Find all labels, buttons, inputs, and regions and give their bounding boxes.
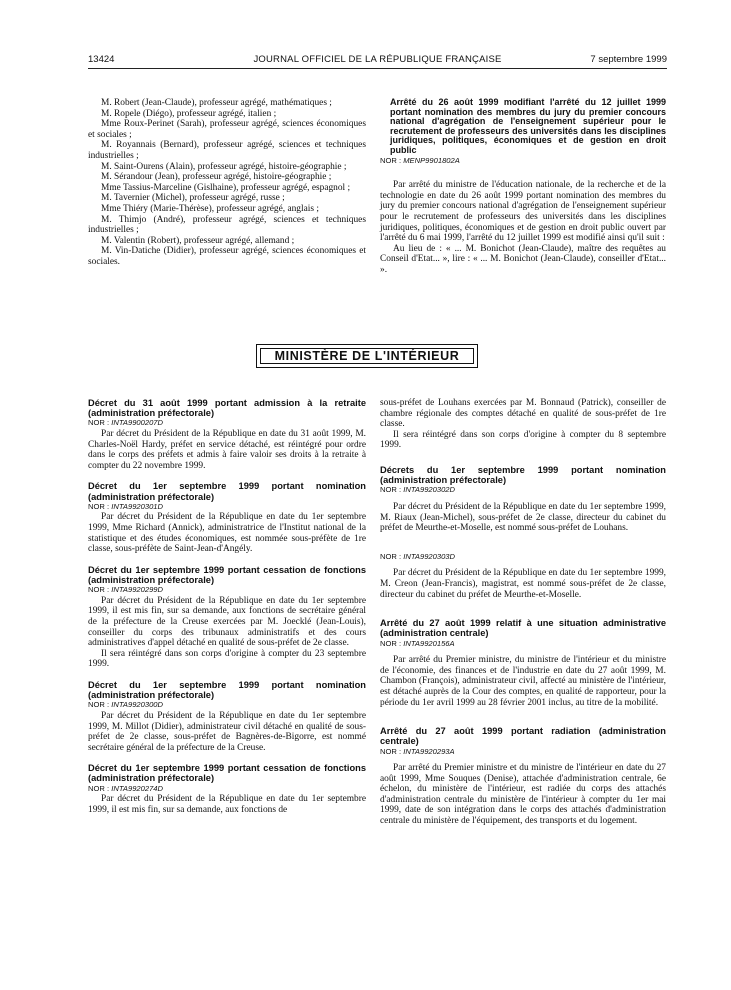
section-title: Arrêté du 27 août 1999 portant radiation (administration centrale) — [380, 726, 666, 747]
paragraph: Par décret du Président de la République en date du 1er septembre 1999, il est mis fin, sur sa demande, aux fonctions de secrétaire général de la préfecture de la Creuse exercées par M. Joecklé (Jean-Louis), conseiller du corps des tribunaux administratifs et des cours administratives d'appel détaché en qualité de sous-préfet de 2e classe. — [88, 595, 366, 649]
paragraph: Par décret du Président de la République en date du 1er septembre 1999, M. Riaux (Jean-Michel), sous-préfet de 2e classe, directeur du cabinet du préfet de Meurthe-et-Moselle, est nommé sous-préfet de Louhans. — [380, 501, 666, 534]
left-column — [88, 398, 366, 815]
ministry-heading-box — [256, 344, 478, 368]
nor-reference: NOR : INTA9920156A — [380, 638, 455, 648]
nor-reference: NOR : INTA9900207D — [88, 418, 164, 428]
journal-title: JOURNAL OFFICIEL DE LA RÉPUBLIQUE FRANÇAISE — [253, 54, 502, 65]
section-title: Décret du 1er septembre 1999 portant cessation de fonctions (administration préfectorale) — [88, 564, 366, 585]
nor-reference: NOR : INTA9920293A — [380, 746, 455, 756]
list-item: M. Robert (Jean-Claude), professeur agrégé, mathématiques ; — [101, 98, 332, 108]
list-item: M. Sérandour (Jean), professeur agrégé, histoire-géographie ; — [101, 172, 332, 183]
issue-date: 7 septembre 1999 — [590, 54, 667, 65]
section-title: Décret du 1er septembre 1999 portant cessation de fonctions (administration préfectorale) — [88, 763, 366, 784]
section-title: Décret du 1er septembre 1999 portant nomination (administration préfectorale) — [88, 481, 366, 502]
nor-reference: NOR : INTA9920301D — [88, 501, 164, 511]
arrete-jury-section — [380, 98, 666, 276]
list-item: M. Royannais (Bernard), professeur agrégé, sciences et techniques industrielles ; — [88, 140, 366, 161]
list-item: Mme Roux-Perinet (Sarah), professeur agrégé, sciences économiques et sociales ; — [88, 119, 366, 140]
ministry-heading: MINISTÈRE DE L'INTÉRIEUR — [260, 348, 474, 364]
list-item: M. Vin-Datiche (Didier), professeur agrégé, sciences économiques et sociales. — [88, 246, 366, 267]
list-item: M. Saint-Ourens (Alain), professeur agrégé, histoire-géographie ; — [101, 161, 347, 172]
list-item: M. Thimjo (André), professeur agrégé, sciences et techniques industrielles ; — [88, 214, 366, 236]
nor-reference: NOR : INTA9920300D — [88, 700, 164, 710]
paragraph: Par décret du Président de la République en date du 31 août 1999, M. Charles-Noël Hardy, préfet en service détaché, est réintégré pour ordre dans le corps des préfets et admis à faire valoir ses droits à la retraite à compter du 22 novembre 1999. — [88, 429, 366, 471]
jury-list — [88, 98, 366, 268]
header-rule — [88, 68, 667, 69]
paragraph: Par décret du Président de la République en date du 1er septembre 1999, il est mis fin, sur sa demande, aux fonctions de — [88, 794, 366, 815]
nor-reference: NOR : MENP9901802A — [380, 155, 460, 165]
page-number: 13424 — [88, 54, 115, 65]
nor-reference: NOR : INTA9920303D — [380, 551, 456, 561]
list-item: M. Ropele (Diégo), professeur agrégé, italien ; — [101, 108, 277, 119]
paragraph: Par décret du Président de la République en date du 1er septembre 1999, M. Millot (Didier), administrateur civil détaché en qualité de sous-préfet de 2e classe, sous-préfet de Bagnères-de-Bigorre, est nommé secrétaire général de la préfecture de la Creuse. — [88, 710, 366, 753]
paragraph: Au lieu de : « ... M. Bonichot (Jean-Claude), maître des requêtes au Conseil d'Etat... », lire : « ... M. Bonichot (Jean-Claude), conseiller d'Etat... ». — [380, 243, 666, 275]
nor-reference: NOR : INTA9920302D — [380, 485, 456, 495]
paragraph: Par décret du Président de la République en date du 1er septembre 1999, M. Creon (Jean-Francis), magistrat, est nommé sous-préfet de 2e classe, directeur du cabinet du préfet de Meurthe-et-Moselle. — [380, 568, 666, 600]
section-title: Décret du 31 août 1999 portant admission à la retraite (administration préfectorale) — [88, 398, 366, 419]
section-title: Décrets du 1er septembre 1999 portant nomination (administration préfectorale) — [380, 464, 666, 486]
section-title: Arrêté du 27 août 1999 relatif à une situation administrative (administration centrale) — [380, 618, 666, 639]
paragraph: Il sera réintégré dans son corps d'origine à compter du 8 septembre 1999. — [380, 429, 666, 451]
list-item: Mme Thiéry (Marie-Thérèse), professeur agrégé, anglais ; — [101, 203, 319, 214]
paragraph: sous-préfet de Louhans exercées par M. Bonnaud (Patrick), conseiller de chambre régionale des comptes détaché en qualité de sous-préfet de 1re classe. — [380, 398, 666, 430]
nor-reference: NOR : INTA9920274D — [88, 783, 164, 793]
paragraph: Par arrêté du Premier ministre, du ministre de l'intérieur et du ministre de l'économie, des finances et de l'industrie en date du 27 août 1999, M. Chambon (François), administrateur civil, affecté au ministère de l'intérieur, est détaché auprès de la Cour des comptes, en qualité de rapporteur, pour la période du 1er avril 1999 au 28 février 2001 inclus, au titre de la mobilité. — [380, 655, 666, 708]
list-item: M. Tavernier (Michel), professeur agrégé, russe ; — [101, 193, 285, 204]
section-title: Arrêté du 26 août 1999 modifiant l'arrêté du 12 juillet 1999 portant nomination des membres du jury du premier concours national d'agrégation de l'enseignement supérieur pour le recrutement de professeurs des universités dans les disciplines juridiques, politiques, économiques et de gestion en droit public — [390, 97, 666, 155]
paragraph: Il sera réintégré dans son corps d'origine à compter du 23 septembre 1999. — [88, 648, 366, 670]
list-item: Mme Tassius-Marceline (Gislhaine), professeur agrégé, espagnol ; — [101, 182, 351, 193]
list-item: M. Valentin (Robert), professeur agrégé, allemand ; — [101, 235, 295, 246]
nor-reference: NOR : INTA9920299D — [88, 585, 164, 595]
paragraph: Par décret du Président de la République en date du 1er septembre 1999, Mme Richard (Annick), administratrice de l'Institut national de la statistique et des études économiques, est nommée sous-préfète de 1re classe, sous-préfète de Saint-Jean-d'Angély. — [88, 512, 366, 555]
paragraph: Par arrêté du Premier ministre et du ministre de l'intérieur en date du 27 août 1999, Mme Souques (Denise), attachée d'administration centrale, 6e échelon, du ministère de l'intérieur, est radiée du corps des attachés d'administration centrale du ministère de l'intérieur à compter du 1er mai 1999, date de son intégration dans le corps des attachés d'administration centrale du ministère de l'équipement, des transports et du logement. — [380, 763, 666, 827]
right-column — [380, 398, 666, 827]
section-title: Décret du 1er septembre 1999 portant nomination (administration préfectorale) — [88, 679, 366, 701]
paragraph: Par arrêté du ministre de l'éducation nationale, de la recherche et de la technologie en date du 26 août 1999 portant nomination des membres du jury du premier concours national d'agrégation de l'enseignement supérieur pour le recrutement de professeurs des universités dans les disciplines juridiques, politiques, économiques et de gestion en droit public ouvert par l'arrêté du 6 mai 1999, l'arrêté du 12 juillet 1999 est modifié ainsi qu'il suit : — [380, 180, 666, 244]
